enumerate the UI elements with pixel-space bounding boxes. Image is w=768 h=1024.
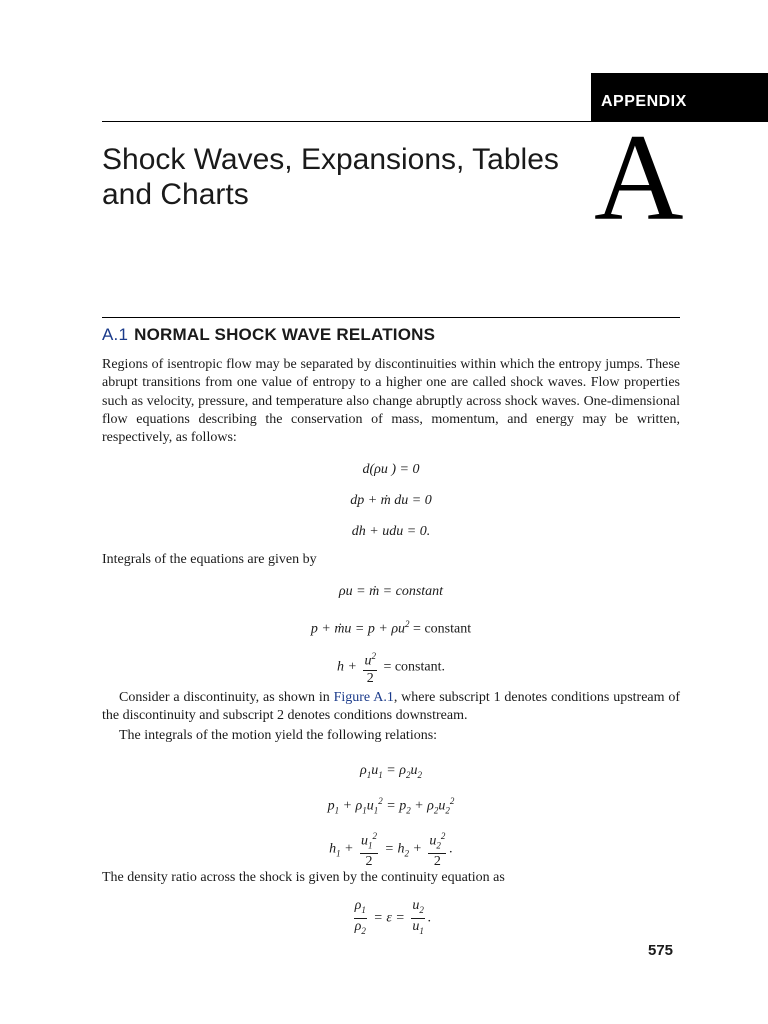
equation-energy-integral: h + $\frac{u^2}{2}$ = constant. bbox=[102, 648, 680, 687]
figure-link[interactable]: Figure A.1 bbox=[333, 690, 394, 705]
chapter-letter: A bbox=[594, 109, 684, 246]
appendix-label: APPENDIX bbox=[591, 73, 768, 122]
density-ratio-paragraph: The density ratio across the shock is given by the continuity equation as bbox=[102, 870, 505, 885]
equation-energy: dh + udu = 0. bbox=[351, 524, 431, 539]
eq6-rhs: = constant. bbox=[383, 659, 445, 675]
equation-energy-relation: $h_1$ + $\frac{u_1^2}{2}$ = $h_2$ + $\frac{u_2^2}{2}$ . bbox=[102, 828, 680, 870]
eq5-rhs: = constant bbox=[413, 621, 472, 637]
section-heading bbox=[102, 325, 435, 345]
discontinuity-paragraph: Consider a discontinuity, as shown in Figure A.1, where subscript 1 denotes conditions upstream of the discontinuity and subscript 2 denotes conditions downstream. bbox=[102, 690, 681, 724]
intro-paragraph: Regions of isentropic flow may be separated by discontinuities within which the entropy jumps. These abrupt transitions from one value of entropy to a higher one are called shock waves. Flow properties such as velocity, pressure, and temperature also change abruptly across shock waves. One-dimensional flow equations describing the conservation of mass, momentum, and energy may be written, respectively, as follows: bbox=[102, 357, 680, 446]
equation-continuity-relation: $\rho_1u_1 = \rho_2u_2$ bbox=[360, 763, 422, 780]
fraction: $\frac{u^2}{2}$ bbox=[363, 648, 377, 687]
header-rule bbox=[102, 121, 591, 122]
chapter-title: Shock Waves, Expansions, Tables and Charts bbox=[102, 143, 559, 211]
equation-mass: d(ρu ) = 0 bbox=[362, 462, 420, 477]
equation-momentum: dp + ṁ du = 0 bbox=[350, 493, 432, 508]
section-rule bbox=[102, 317, 680, 318]
relations-paragraph: The integrals of the motion yield the following relations: bbox=[119, 728, 438, 743]
equation-momentum-integral: p + ṁu = $p + \rho u^2$ = constant bbox=[310, 619, 472, 637]
integrals-paragraph: Integrals of the equations are given by bbox=[102, 552, 317, 567]
section-number: A.1 bbox=[102, 325, 129, 344]
equation-momentum-relation: $p_1 + \rho_1u_1^2 = p_2 + \rho_2u_2^2$ bbox=[327, 796, 455, 816]
equation-density-ratio: $\frac{\rho_1}{\rho_2}$ = ε = $\frac{u_2}{u_1}$ . bbox=[354, 898, 432, 936]
page-number: 575 bbox=[648, 942, 674, 959]
equation-mass-integral: ρu = ṁ = constant bbox=[338, 584, 444, 599]
section-title: NORMAL SHOCK WAVE RELATIONS bbox=[134, 325, 436, 344]
